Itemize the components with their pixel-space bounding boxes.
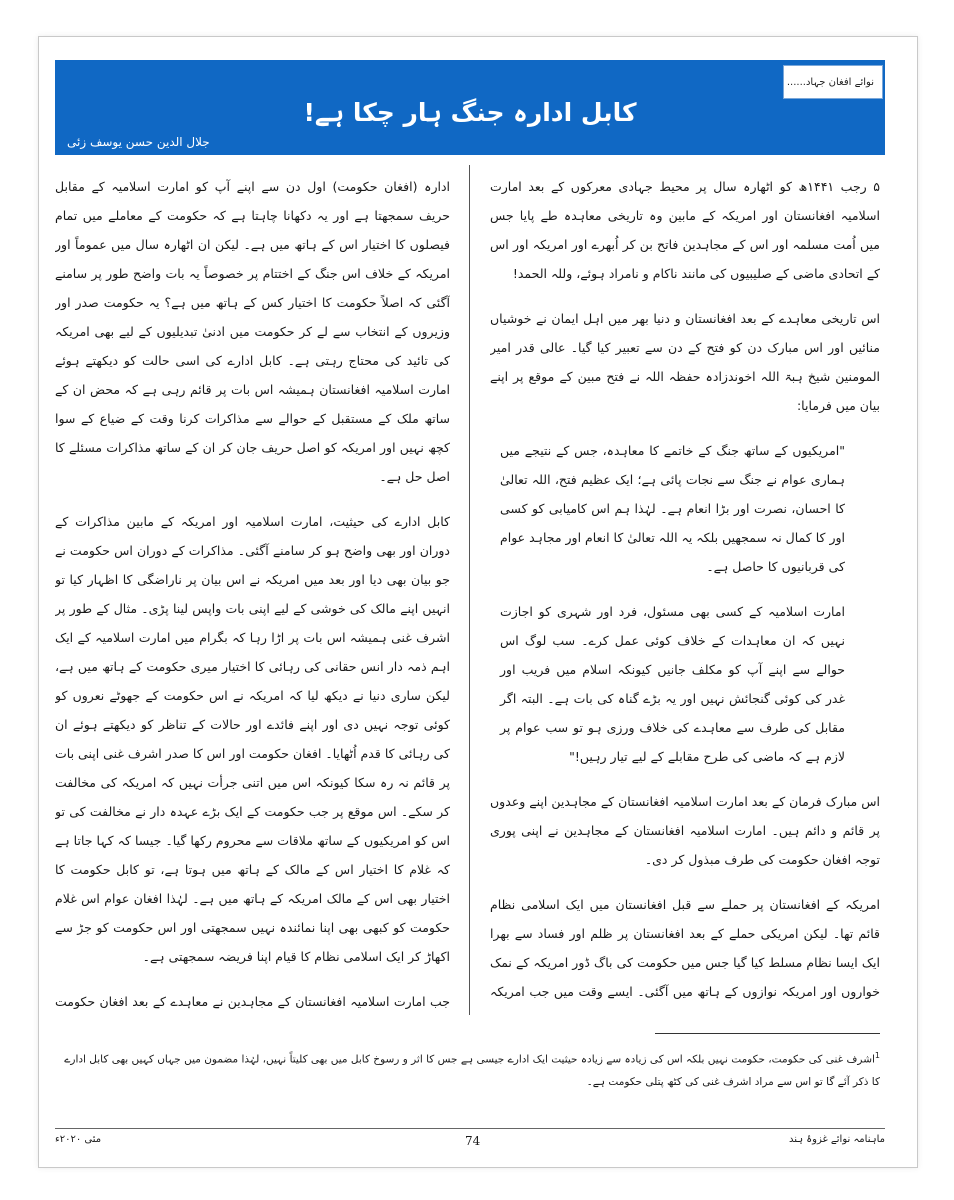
- page-number: 74: [465, 1134, 481, 1148]
- column-divider: [469, 165, 470, 1015]
- paragraph: جب امارت اسلامیہ افغانستان کے مجاہدین نے معاہدے کے بعد افغان حکومت: [55, 994, 450, 1009]
- article-title: کابل ادارہ جنگ ہار چکا ہے!: [303, 98, 637, 127]
- header-banner: [55, 60, 885, 155]
- quote-paragraph: "امریکیوں کے ساتھ جنگ کے خاتمے کا معاہدہ، جس کے نتیجے میں ہماری عوام نے جنگ سے نجات پائی ہے؛ ایک عظیم فتح، اللہ تعالیٰ کا احسان، نصرت اور بڑا انعام ہے۔ لہٰذا ہم اس کامیابی کو کسی اور کا کمال نہ سمجھیں بلکہ یہ اللہ تعالیٰ کا انعام اور مجاہد عوام کی قربانیوں کا حاصل ہے۔: [499, 443, 845, 574]
- footnote-rule: [655, 1033, 880, 1034]
- paragraph: اس تاریخی معاہدے کے بعد افغانستان و دنیا بھر میں اہل ایمان نے خوشیاں منائیں اور اس مبارک دن کو فتح کے دن سے تعبیر کیا گیا۔ عالی قدر امیر المومنین شیخ ہبۃ اللہ اخوندزادہ حفظہ اللہ نے فتح مبین کے موقع پر اپنے بیان میں فرمایا:: [490, 311, 880, 413]
- quote-paragraph: امارت اسلامیہ کے کسی بھی مسئول، فرد اور شہری کو اجازت نہیں کہ ان معاہدات کے خلاف کوئی عمل کرے۔ سب لوگ اس حوالے سے اپنے آپ کو مکلف جانیں کیونکہ اسلام میں فریب اور غدر کی کوئی گنجائش نہیں اور یہ بڑے گناہ کی بات ہے۔ البتہ اگر مقابل کی طرف سے معاہدے کی خلاف ورزی ہو تو سب عوام پر لازم ہے کہ ماضی کی طرح مقابلے کے لیے تیار رہیں!": [500, 604, 845, 764]
- author-name: جلال الدین حسن یوسف زئی: [67, 135, 210, 149]
- footnote-text: اشرف غنی کی حکومت، حکومت نہیں بلکہ اس کی زیادہ سے زیادہ حیثیت ایک ادارے جیسی ہے جس کا اثر و رسوخ کابل میں بھی کلیتاً نہیں، لہٰذا مضمون میں جہاں کہیں بھی کابل ادارے کا ذکر آئے گا تو اس سے مراد اشرف غنی کی کٹھ پتلی حکومت ہے۔: [64, 1053, 880, 1088]
- paragraph: کابل ادارے کی حیثیت، امارت اسلامیہ اور امریکہ کے مابین مذاکرات کے دوران اور بھی واضح ہو کر سامنے آگئی۔ مذاکرات کے دوران اس حکومت نے جو بیان بھی دیا اور بعد میں امریکہ نے اس بیان پر ناراضگی کا اظہار کیا تو انہیں اپنے مالک کی خوشی کے لیے اپنی بات واپس لینا پڑی۔ مثال کے طور پر اشرف غنی ہمیشہ اس بات پر اڑا رہا کہ بگرام میں امارت اسلامیہ کے ایک اہم ذمہ دار انس حقانی کی رہائی کا اختیار میری حکومت کے ہاتھ میں ہے، لیکن ساری دنیا نے دیکھ لیا کہ امریکہ نے اس حکومت کے جھوٹے نعروں کو کوئی توجہ نہیں دی اور اپنے فائدے اور حالات کے تناظر کو دیکھتے ہوئے ان کی رہائی کا قدم اُٹھایا۔ افغان حکومت اور اس کا صدر اشرف غنی اپنی بات پر قائم نہ رہ سکا کیونکہ اس میں اتنی جرأت نہیں کہ امریکہ کی مخالفت کر سکے۔ اس موقع پر جب حکومت کے ایک بڑے عہدہ دار نے مخالفت کی تو اس کو امریکیوں کے ساتھ ملاقات سے محروم رکھا گیا۔ جیسا کہ کہا جاتا ہے کہ غلام کا اختیار اس کے مالک کے ہاتھ میں ہوتا ہے، تو کابل حکومت کا اختیار بھی اس کے مالک امریکہ کے ہاتھ میں ہے۔ لہٰذا افغان عوام اس غلام حکومت کو کبھی بھی اپنا نمائندہ نہیں سمجھتی اور اس حکومت کو جڑ سے اکھاڑ کر ایک اسلامی نظام کا قیام اپنا فریضہ سمجھتی ہے۔: [55, 514, 450, 964]
- paragraph: اس مبارک فرمان کے بعد امارت اسلامیہ افغانستان کے مجاہدین اپنے وعدوں پر قائم و دائم ہیں۔ امارت اسلامیہ افغانستان کے مجاہدین نے اپنی پوری توجہ افغان حکومت کی طرف مبذول کر دی۔: [490, 794, 880, 867]
- paragraph: ادارہ (افغان حکومت) اول دن سے اپنے آپ کو امارت اسلامیہ کے مقابل حریف سمجھتا ہے اور یہ دکھانا چاہتا ہے کہ حکومت کے معاملے میں تمام فیصلوں کا اختیار اس کے ہاتھ میں ہے۔ لیکن ان اٹھارہ سال میں عموماً اور امریکہ کے خلاف اس جنگ کے اختتام پر خصوصاً یہ بات واضح طور پر سامنے آگئی کہ اصلاً حکومت کا اختیار کس کے ہاتھ میں ہے؟ یہ حکومت صدر اور وزیروں کے انتخاب سے لے کر حکومت میں ادنیٰ تبدیلیوں کے لیے بھی امریکہ کی تائید کی محتاج رہتی ہے۔ کابل ادارے کی اسی حالت کو دیکھتے ہوئے امارت اسلامیہ افغانستان ہمیشہ اس بات پر قائم رہی ہے کہ محض ان کے ساتھ ملک کے مستقبل کے حوالے سے مذاکرات کرنا وقت کے ضیاع کے سوا کچھ نہیں اور امریکہ کو اصل حریف جان کر ان کے ساتھ مذاکرات مسئلے کا اصل حل ہے۔: [55, 179, 450, 484]
- issue-date: مئی ۲۰۲۰ء: [55, 1134, 102, 1145]
- section-label: نوائے افغان جہاد......: [783, 65, 883, 99]
- paragraph: ۵ رجب ۱۴۴۱ھ کو اٹھارہ سال پر محیط جہادی معرکوں کے بعد امارت اسلامیہ افغانستان اور امریکہ کے مابین وہ تاریخی معاہدہ طے پایا جس میں اُمت مسلمہ اور اس کے مجاہدین فاتح بن کر اُبھرے اور امریکہ اور اس کے اتحادی ماضی کے صلیبیوں کی مانند ناکام و نامراد ہوئے، وللہ الحمد!: [490, 179, 880, 281]
- footnote-number: 1: [874, 1051, 880, 1060]
- magazine-name: ماہنامہ نوائے غزوۂ ہند: [788, 1134, 885, 1145]
- paragraph: امریکہ کے افغانستان پر حملے سے قبل افغانستان میں ایک اسلامی نظام قائم تھا۔ لیکن امریکی حملے کے بعد افغانستان پر ظلم اور فساد سے بھرا ایک ایسا نظام مسلط کیا گیا جس میں حکومت کی باگ ڈور امریکہ کے نمک خواروں اور امریکہ نوازوں کے ہاتھ میں آگئی۔ ایسے وقت میں جب امریکہ: [490, 897, 880, 999]
- left-column: [55, 172, 450, 1014]
- footnote: [55, 1045, 880, 1093]
- page-footer: [55, 1128, 885, 1149]
- right-column: [490, 172, 880, 1012]
